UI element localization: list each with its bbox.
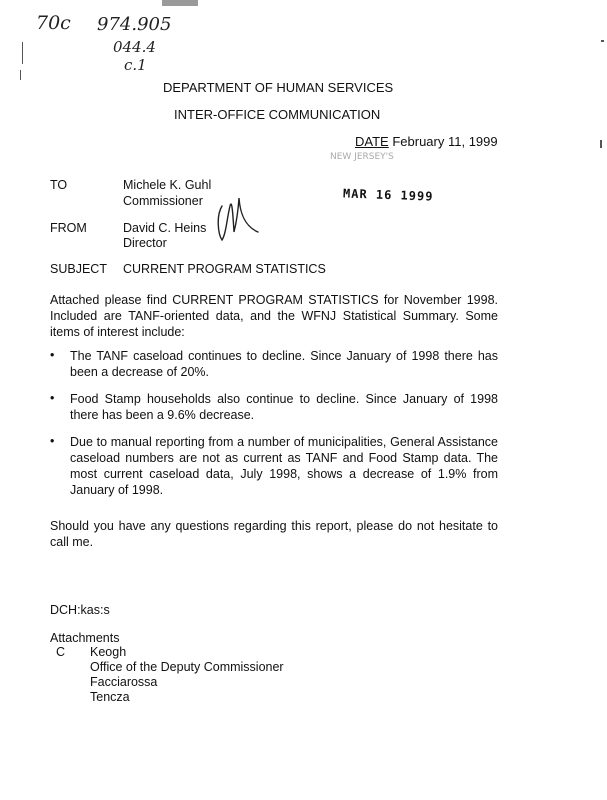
cc-recipient: Keogh bbox=[90, 645, 127, 659]
department-heading: DEPARTMENT OF HUMAN SERVICES bbox=[163, 80, 394, 95]
to-title: Commissioner bbox=[123, 194, 203, 208]
scan-margin-mark bbox=[601, 40, 604, 42]
subject-label: SUBJECT bbox=[50, 262, 107, 276]
stamp-faint-text: NEW JERSEY'S bbox=[330, 152, 394, 162]
cc-recipient: Facciarossa bbox=[90, 675, 158, 689]
scan-margin-mark bbox=[20, 70, 21, 80]
bullet-dot: • bbox=[50, 434, 55, 448]
subject-value: CURRENT PROGRAM STATISTICS bbox=[123, 262, 326, 276]
handwritten-call-number: 974.905 bbox=[97, 14, 172, 35]
date-line bbox=[355, 134, 498, 149]
handwritten-sub-number: 044.4 bbox=[113, 38, 156, 56]
communication-type-heading: INTER-OFFICE COMMUNICATION bbox=[174, 107, 381, 122]
to-label: TO bbox=[50, 178, 68, 192]
bullet-general-assistance: Due to manual reporting from a number of municipalities, General Assistance caseload numbers are not as current as TANF and Food Stamp data. The most current caseload data, July 1998, shows a decrease of 1.9% from January of 1998. bbox=[70, 435, 498, 497]
cc-recipient: Office of the Deputy Commissioner bbox=[90, 660, 284, 674]
bullet-food-stamp: Food Stamp households also continue to decline. Since January of 1998 there has been a 9.6% decrease. bbox=[70, 392, 498, 422]
bullet-tanf: The TANF caseload continues to decline. Since January of 1998 there has been a decrease of 20%. bbox=[70, 349, 498, 379]
date-value: February 11, 1999 bbox=[392, 134, 498, 149]
handwritten-ref: 70c bbox=[36, 12, 71, 34]
intro-paragraph: Attached please find CURRENT PROGRAM STATISTICS for November 1998. Included are TANF-oriented data, and the WFNJ Statistical Summary. Some items of interest include: bbox=[50, 293, 498, 339]
cc-label: C bbox=[56, 645, 66, 659]
from-name: David C. Heins bbox=[123, 221, 207, 235]
to-name: Michele K. Guhl bbox=[123, 178, 212, 192]
handwritten-initials bbox=[214, 192, 264, 244]
scan-edge-mark bbox=[162, 0, 198, 6]
cc-recipient: Tencza bbox=[90, 690, 130, 704]
date-label: DATE bbox=[355, 134, 389, 149]
handwritten-copy: c.1 bbox=[124, 56, 147, 74]
attachments-label: Attachments bbox=[50, 631, 120, 645]
from-label: FROM bbox=[50, 221, 87, 235]
received-date-stamp: MAR 16 1999 bbox=[342, 186, 434, 204]
bullet-dot: • bbox=[50, 391, 55, 405]
typist-initials: DCH:kas:s bbox=[50, 603, 110, 617]
bullet-dot: • bbox=[50, 348, 55, 362]
scan-margin-mark bbox=[22, 42, 23, 64]
from-title: Director bbox=[123, 236, 167, 250]
scan-margin-mark bbox=[600, 140, 602, 148]
closing-paragraph: Should you have any questions regarding this report, please do not hesitate to call me. bbox=[50, 519, 498, 549]
